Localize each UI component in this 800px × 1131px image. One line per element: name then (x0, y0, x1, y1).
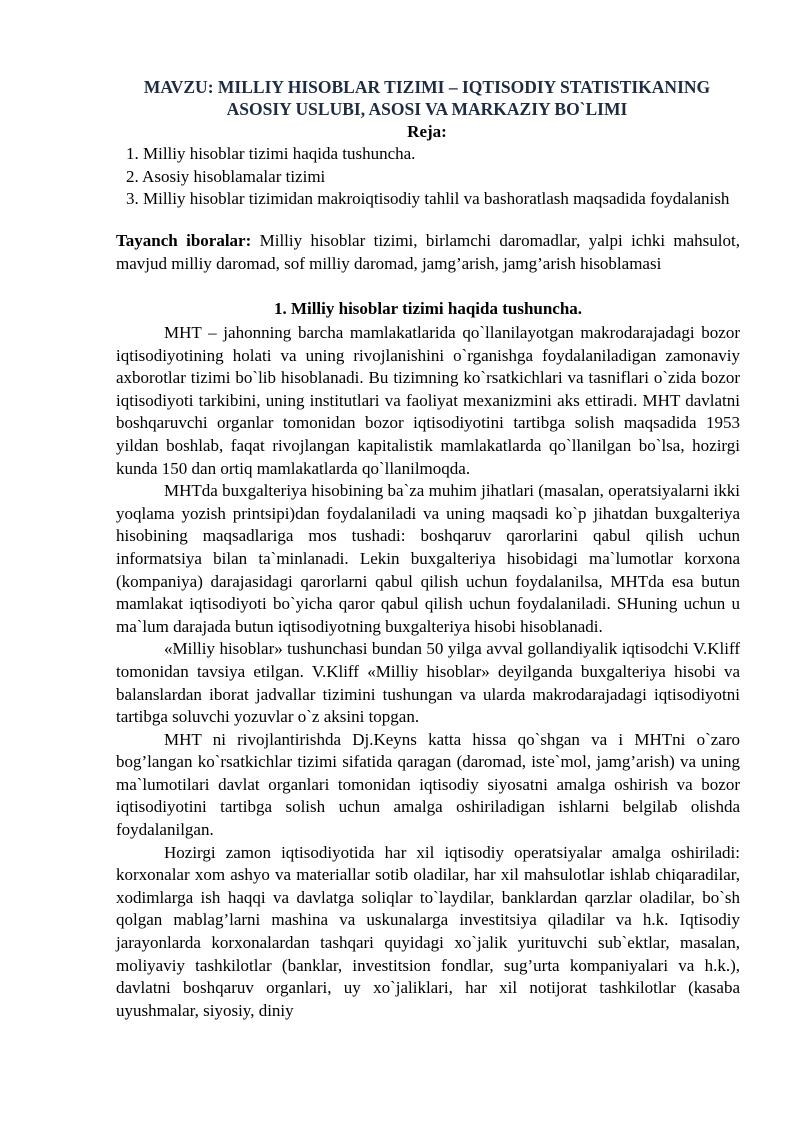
keywords-text: Milliy hisoblar tizimi, birlamchi daromadlar, yalpi ichki mahsulot, mavjud milliy daromad, sof milliy daromad, jamg’arish, jamg’arish hisoblamasi (116, 231, 740, 273)
plan-item-3: 3. Milliy hisoblar tizimidan makroiqtisodiy tahlil va bashoratlash maqsadida foydalanish (126, 189, 730, 209)
plan-item-2: 2. Asosiy hisoblamalar tizimi (126, 166, 326, 186)
paragraph-5: Hozirgi zamon iqtisodiyotida har xil iqtisodiy operatsiyalar amalga oshiriladi: korxonalar xom ashyo va materiallar sotib oladilar, har xil mahsulotlar ishlab chiqaradilar, xodimlarga ish haqqi va davlatga soliqlar to`laydilar, banklardan qarzlar oladilar, bo`sh qolgan mablag’larni mashina va uskunalarga investitsiya qiladilar va h.k. Iqtisodiy jarayonlarda korxonalardan tashqari quyidagi xo`jalik yurituvchi sub`ektlar, masalan, moliyaviy tashkilotlar (banklar, investitsion fondlar, sug’urta kompaniyalari va h.k.), davlatni boshqaruv organlari, uy xo`jaliklari, har xil notijorat tashkilotlar (kasaba uyushmalar, siyosiy, diniy (116, 842, 740, 1020)
paragraph-4: MHT ni rivojlantirishda Dj.Keyns katta hissa qo`shgan va i MHTni o`zaro bog’langan ko`rsatkichlar tizimi sifatida qaragan (daromad, iste`mol, jamg’arish) va uning ma`lumotilari davlat organlari tomonidan iqtisodiy siyosatni amalga oshirish va bozor iqtisodiyotini tartibga solish uchun amalga oshiriladigan ishlarni belgilab olishda foydalanilgan. (116, 729, 740, 840)
plan-heading: Reja: (407, 122, 447, 141)
keywords-block (116, 230, 740, 275)
section-heading: 1. Milliy hisoblar tizimi haqida tushuncha. (273, 299, 583, 318)
title-line-1: MAVZU: MILLIY HISOBLAR TIZIMI – IQTISODIY STATISTIKANING (143, 77, 711, 97)
keywords-label: Tayanch iboralar: (116, 231, 252, 250)
document-title (116, 76, 738, 120)
paragraph-3: «Milliy hisoblar» tushunchasi bundan 50 yilga avval gollandiyalik iqtisodchi V.Kliff tomonidan tavsiya etilgan. V.Kliff «Milliy hisoblar» deyilganda buxgalteriya hisobi va balanslardan iborat jadvallar tizimini tushungan va ularda makrodarajadagi iqtisodiyotni tartibga soluvchi yozuvlar o`z aksini topgan. (116, 639, 740, 727)
body-text (116, 322, 740, 1022)
plan-list (126, 143, 740, 211)
paragraph-1: MHT – jahonning barcha mamlakatlarida qo`llanilayotgan makrodarajadagi bozor iqtisodiyotining holati va uning rivojlanishini o`rganishga foydalaniladigan zamonaviy axborotlar tizimi bo`lib hisoblanadi. Bu tizimning ko`rsatkichlari va tasniflari o`zida bozor iqtisodiyoti tarkibini, uning institutlari va faoliyat mexanizmini aks ettiradi. MHT davlatni boshqaruvchi organlar tomonidan bozor iqtisodiyotini tartibga solish maqsadida 1953 yildan boshlab, faqat rivojlangan kapitalistik mamlakatlarda qo`llanilgan bo`lsa, hozirgi kunda 150 dan ortiq mamlakatlarda qo`llanilmoqda. (116, 323, 740, 478)
paragraph-2: MHTda buxgalteriya hisobining ba`za muhim jihatlari (masalan, operatsiyalarni ikki yoqlama yozish printsipi)dan foydalaniladi va uning maqsadi ko`p jihatdan buxgalteriya hisobining maqsadlariga mos tushadi: boshqaruv qarorlarini qabul qilish uchun informatsiya bilan ta`minlanadi. Lekin buxgalteriya hisobidagi ma`lumotlar korxona (kompaniya) darajasidagi qarorlarni qabul qilish uchun foydalanilsa, MHTda esa butun mamlakat iqtisodiyoti bo`yicha qaror qabul qilish uchun foydalaniladi. SHuning uchun u ma`lum darajada butun iqtisodiyotning buxgalteriya hisobi hisoblanadi. (116, 481, 740, 636)
plan-item-1: 1. Milliy hisoblar tizimi haqida tushuncha. (126, 144, 416, 163)
title-line-2: ASOSIY USLUBI, ASOSI VA MARKAZIY BO`LIMI (226, 99, 628, 119)
